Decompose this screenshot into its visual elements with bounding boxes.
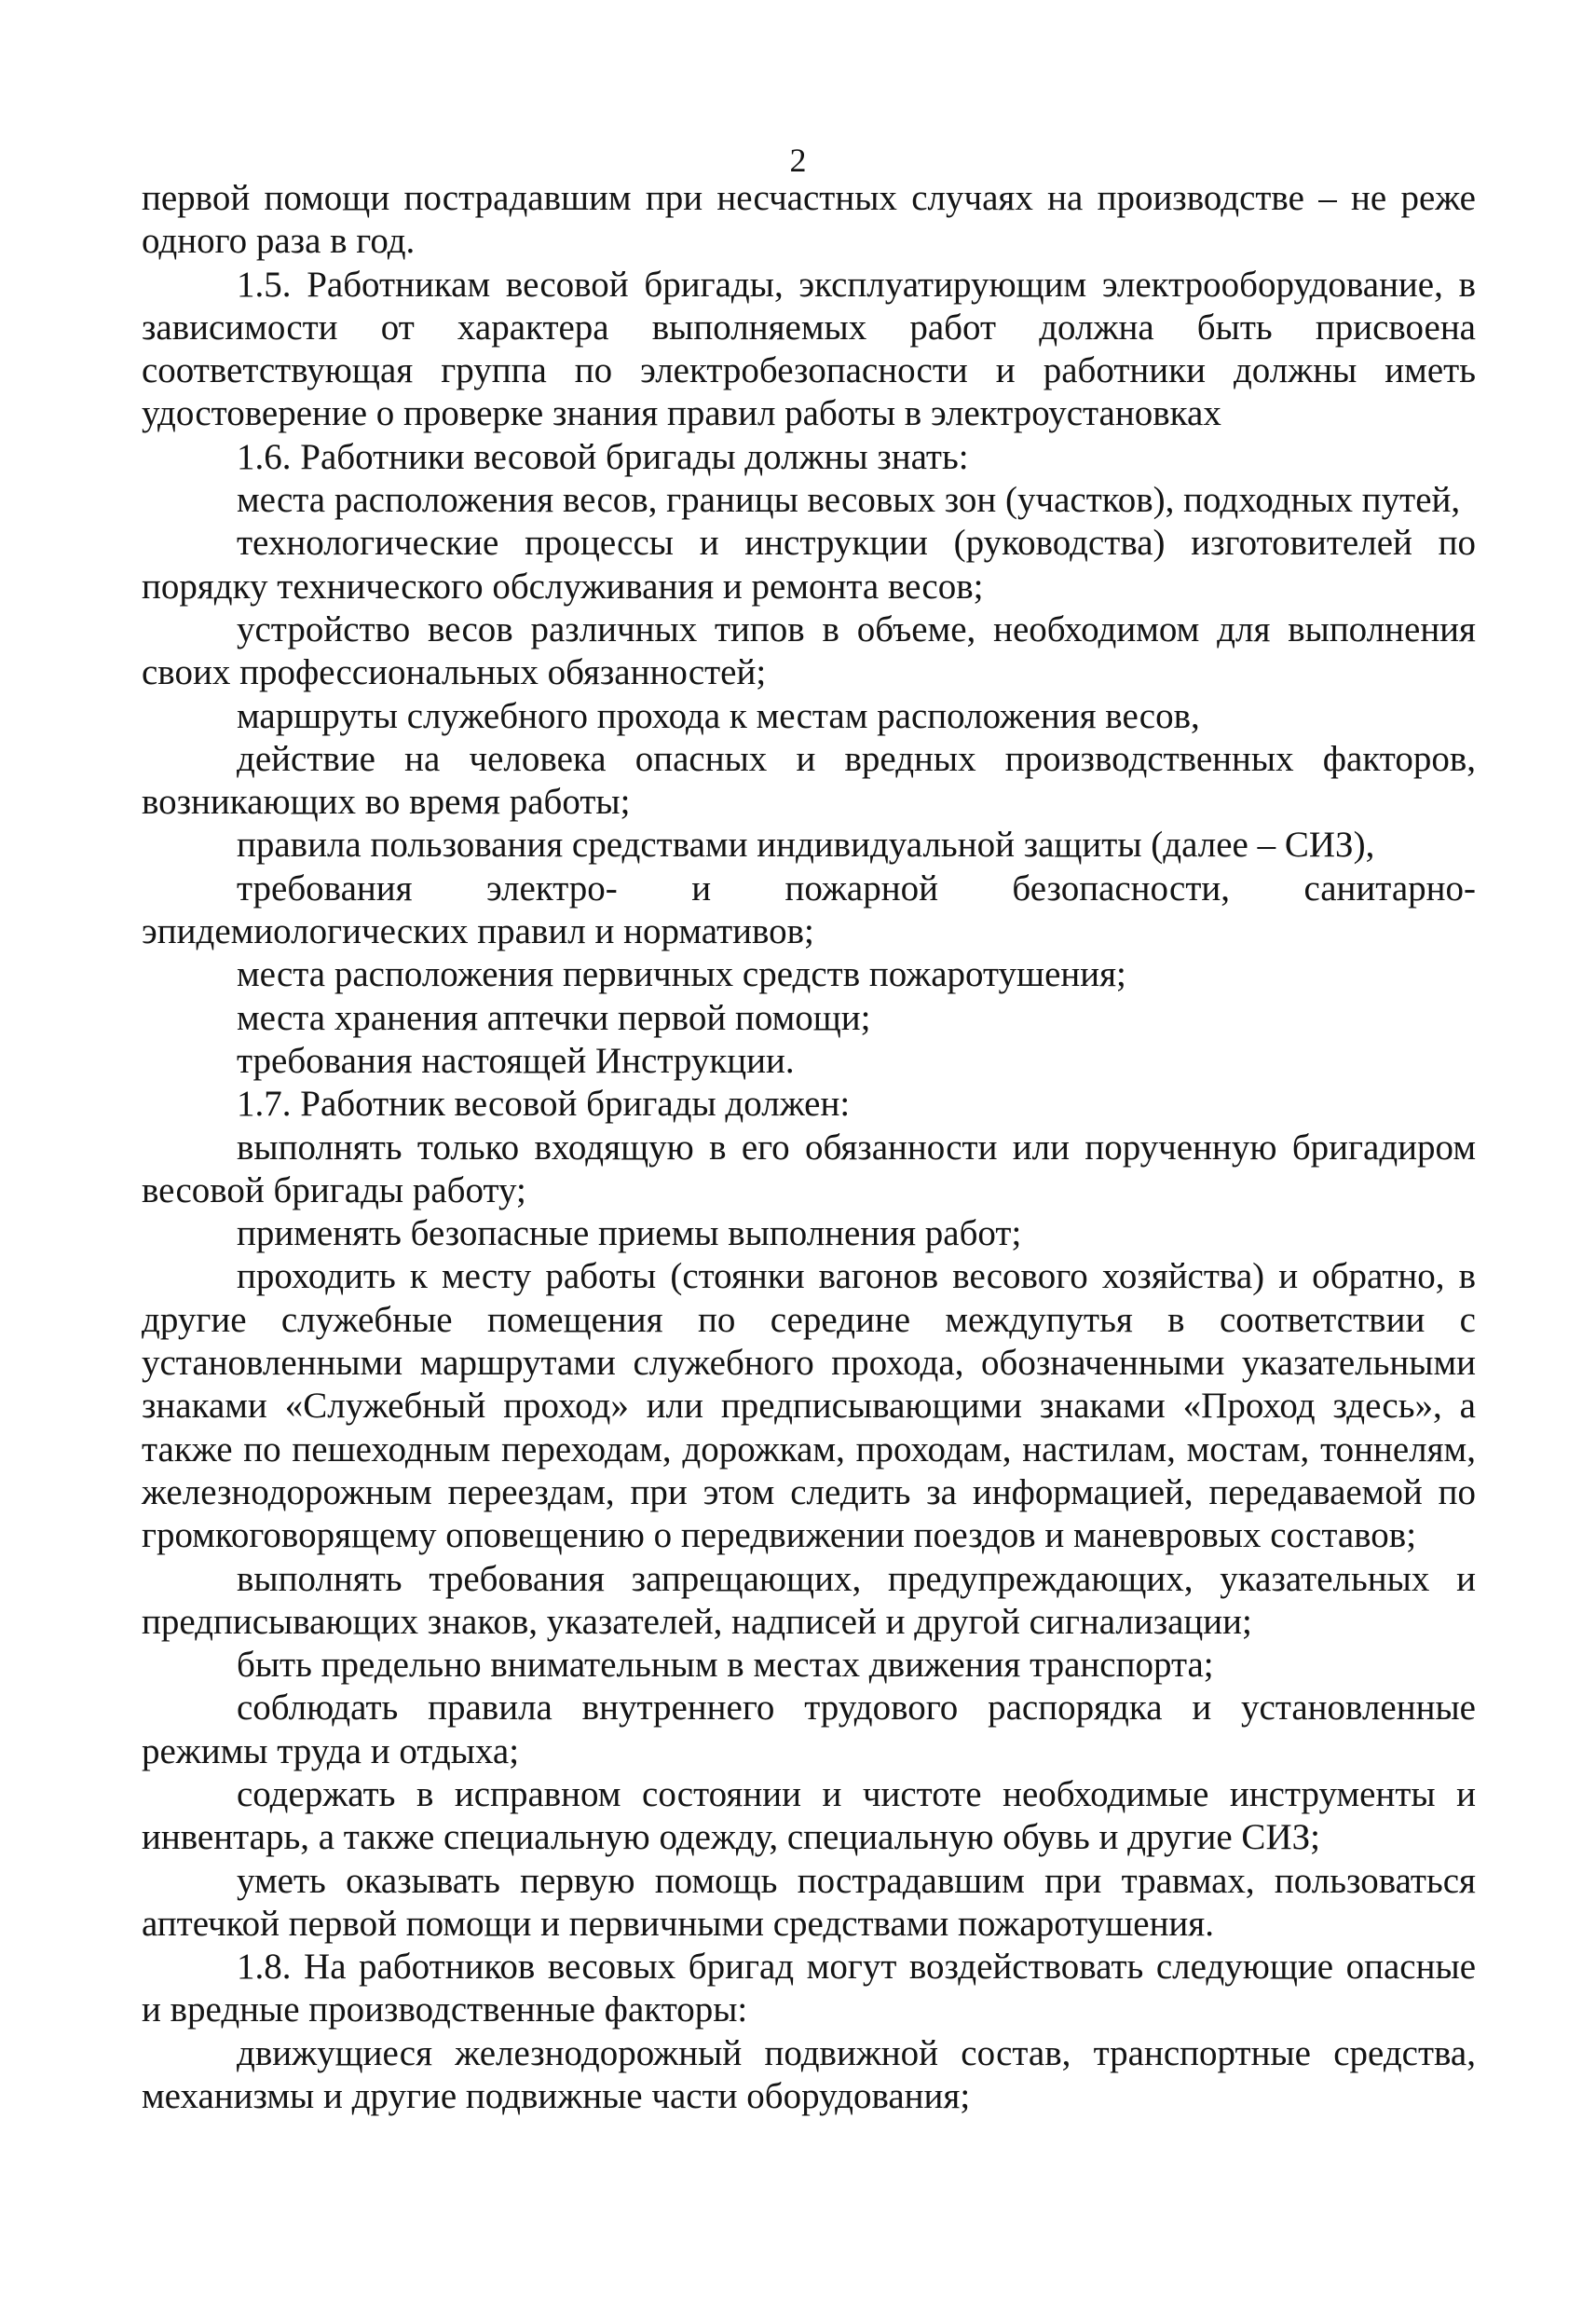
paragraph: проходить к месту работы (стоянки вагонов весового хозяйства) и обратно, в другие служебные помещения по середине междупутья в соответствии с установленными маршрутами служебного прохода, обозначенными указательными знаками «Служебный проход» или предписывающими знаками «Проход здесь», а также по пешеходным переходам, дорожкам, проходам, настилам, мостам, тоннелям, железнодорожным переездам, при этом следить за информацией, передаваемой по громкоговорящему оповещению о передвижении поездов и маневровых составов; [142, 1256, 1476, 1556]
paragraph: 1.6. Работники весовой бригады должны знать: [237, 436, 969, 477]
paragraph: первой помощи пострадавшим при несчастных случаях на производстве – не реже одного раза в год. [142, 178, 1476, 262]
paragraph: правила пользования средствами индивидуальной защиты (далее – СИЗ), [237, 825, 1375, 866]
paragraph: соблюдать правила внутреннего трудового распорядка и установленные режимы труда и отдыха; [142, 1688, 1476, 1771]
paragraph: содержать в исправном состоянии и чистоте необходимые инструменты и инвентарь, а также специальную одежду, специальную обувь и другие СИЗ; [142, 1773, 1476, 1858]
paragraph: 1.8. На работников весовых бригад могут воздействовать следующие опасные и вредные производственные факторы: [142, 1947, 1476, 2030]
paragraph: устройство весов различных типов в объеме, необходимом для выполнения своих профессиональных обязанностей; [142, 608, 1476, 693]
paragraph: действие на человека опасных и вредных производственных факторов, возникающих во время работы; [142, 738, 1476, 823]
paragraph: 1.5. Работникам весовой бригады, эксплуатирующим электрооборудование, в зависимости от характера выполняемых работ должна быть присвоена соответствующая группа по электробезопасности и работники должны иметь удостоверение о проверке знания правил работы в электроустановках [142, 264, 1476, 434]
paragraph: уметь оказывать первую помощь пострадавшим при травмах, пользоваться аптечкой первой помощи и первичными средствами пожаротушения. [142, 1860, 1476, 1944]
paragraph: применять безопасные приемы выполнения работ; [237, 1213, 1022, 1254]
paragraph: требования настоящей Инструкции. [237, 1040, 795, 1081]
paragraph: места расположения первичных средств пожаротушения; [237, 954, 1126, 995]
paragraph: выполнять только входящую в его обязанности или порученную бригадиром весовой бригады работу; [142, 1127, 1476, 1210]
page-number: 2 [789, 142, 807, 179]
paragraph: движущиеся железнодорожный подвижной состав, транспортные средства, механизмы и другие подвижные части оборудования; [142, 2032, 1476, 2117]
document-body [142, 177, 1476, 2118]
paragraph: выполнять требования запрещающих, предупреждающих, указательных и предписывающих знаков, указателей, надписей и другой сигнализации; [142, 1558, 1476, 1642]
paragraph: быть предельно внимательным в местах движения транспорта; [237, 1645, 1214, 1686]
paragraph: маршруты служебного прохода к местам расположения весов, [237, 695, 1200, 736]
paragraph: 1.7. Работник весовой бригады должен: [237, 1084, 851, 1125]
paragraph: технологические процессы и инструкции (руководства) изготовителей по порядку технического обслуживания и ремонта весов; [142, 523, 1476, 607]
paragraph: места хранения аптечки первой помощи; [237, 997, 871, 1038]
paragraph: места расположения весов, границы весовых зон (участков), подходных путей, [237, 480, 1461, 521]
paragraph: требования электро- и пожарной безопасности, санитарно-эпидемиологических правил и нормативов; [142, 868, 1476, 952]
